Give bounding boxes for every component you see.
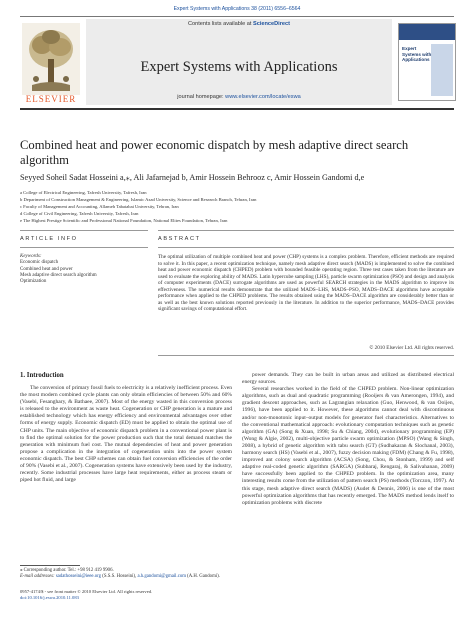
footnote xyxy=(20,568,230,581)
elsevier-wordmark: ELSEVIER xyxy=(25,94,77,104)
email-owner: (S.S.S. Hosseini), xyxy=(102,574,137,580)
keyword: Optimization xyxy=(20,279,47,285)
journal-citation: Expert Systems with Applications 38 (2011) 6556–6564 xyxy=(173,6,301,12)
body-paragraph: Several researches worked in the field of the CHPED problem. Non-linear optimization algorithms, such as dual and quadratic programming (Rooijers & van Amerongen, 1994), and gradient descent approaches, such as Lagrangian relaxation (Guo, Henwood, & van Ooijen, 1996), have been applied to it. However, these algorithms cannot deal with discontinuous and/or non-monotonic input–output models for generator fuel characteristics. Alternatives to the conventional mathematical approach: evolutionary computation techniques such as genetic algorithm (GA) (Song & Xuan, 1998; Su & Chiang, 2004), evolutionary programming (EP) (Wong & Algie, 2002), multi-objective particle swarm optimization (MPSO) (Wang & Singh, 2008), a hybrid of genetic algorithm with tabu search (GT) (Sudhakaran & Slochanal, 2003), harmony search (HS) (Vasebi et al., 2007), fuzzy decision making (FDM) (Chang & Fu, 1998), improved ant colony search algorithm (ACSA) (Song, Chou, & Stonham, 1999) and self adaptive real-coded genetic algorithm (SARGA) (Subbaraj, Rengaraj, & Salivahanan, 2009) have successfully been applied to the CHPED problem. In the optimization area, many interesting results come from the utilization of pattern search (PS) methods (Torczon, 1997). At this stage, mesh adaptive direct search (MADS) (Audet & Dennis, 2006) is one of the most powerful optimization algorithms that has recently emerged. The MADS method lends itself to optimization problems with discrete xyxy=(242,386,454,506)
keywords-block xyxy=(20,254,148,285)
corresponding-author-note: ⁎ Corresponding author. Tel.: +98 912 419 9906. xyxy=(20,568,114,573)
affiliation-a: a College of Electrical Engineering, Tafresh University, Tafresh, Iran xyxy=(20,190,147,195)
abstract-rule-top xyxy=(158,230,454,231)
email-line xyxy=(20,574,230,580)
keyword: Mesh adaptive direct search algorithm xyxy=(20,272,97,278)
homepage-link[interactable]: www.elsevier.com/locate/eswa xyxy=(225,94,301,100)
abstract-bottom-rule xyxy=(158,355,454,356)
cover-band xyxy=(399,24,455,40)
article-info-rule xyxy=(20,247,148,248)
homepage-prefix: journal homepage: xyxy=(177,94,224,100)
abstract-rule xyxy=(158,247,454,248)
cover-illustration xyxy=(431,44,453,96)
cover-title: Expert Systems with Applications xyxy=(402,46,432,63)
affiliation-e: e The Highest Prestige Scientific and Professional National Foundation, National Elites Foundation, Tehran, Iran xyxy=(20,218,228,224)
abstract-copyright: © 2010 Elsevier Ltd. All rights reserved. xyxy=(369,345,454,351)
paper-title: Combined heat and power economic dispatch by mesh adaptive direct search algorithm xyxy=(20,138,409,167)
contents-line xyxy=(86,21,392,27)
author-list: Seyyed Soheil Sadat Hosseini a,⁎, Ali Jafarnejad b, Amir Hossein Behrooz c, Amir Hossein Gandomi d,e xyxy=(20,173,365,182)
abstract-heading: ABSTRACT xyxy=(158,236,201,242)
affiliation-b: b Department of Construction Management & Engineering, Islamic Azad University, Science and Research Branch, Tehran, Iran xyxy=(20,197,257,203)
body-column-left: The conversion of primary fossil fuels to electricity is a relatively inefficient process. Even the most modern combined cycle plants can only obtain efficiencies of between 50% and 60% (Vasebi, Fesanghary, & Bathaee, 2007). Most of the energy wasted in this conversion process is released to the environment as waste heat. Cogeneration or CHP generation is a mature and established technology which has energy efficiency and environmental advantages over other forms of energy supply. Economic dispatch (ED) must be applied to obtain the optimal use of CHP units. The main objective of economic dispatch problem in a conventional power plant is to find the optimal solution for the power production such that the total demand matches the generation with minimum fuel cost. The mutual dependencies of heat and power generation propose a complication in the integration of cogeneration units into the power system economic dispatch. The best CHP schemes can obtain fuel conversion efficiencies of the order of 90% (Vasebi et al., 2007). Cogeneration systems have extensively been used by the industry, recently. Some industrial processes have large heat requirements, either as process steam or piped hot fluid, and large xyxy=(20,385,232,484)
email-link[interactable]: sadathosseini@ieee.org xyxy=(55,574,102,580)
sciencedirect-link[interactable]: ScienceDirect xyxy=(252,21,290,27)
body-column-right xyxy=(242,372,454,507)
email-prefix: E-mail addresses: xyxy=(20,574,55,580)
doi-link[interactable]: doi:10.1016/j.eswa.2010.11.083 xyxy=(20,595,79,601)
footnote-rule xyxy=(20,565,80,566)
article-info-heading: ARTICLE INFO xyxy=(20,236,78,242)
article-info-rule-top xyxy=(20,230,148,231)
abstract-text: The optimal utilization of multiple combined heat and power (CHP) systems is a complex problem. Therefore, efficient methods are required to solve it. In this paper, a recent optimization technique, namely mesh adaptive direct search (MADS) is implemented to solve the combined heat and power economic dispatch (CHPED) problem with bounded feasible operating region. Three test cases taken from the literature are used to evaluate the exploring ability of MADS. Latin hypercube sampling (LHS), particle swarm optimization (PSO) and design and analysis of computer experiments (DACE) surrogate algorithms are used as powerful SEARCH strategies in the MADS algorithm to improve its effectiveness. The numerical results demonstrate that the utilized MADS–LHS, MADS–PSO, MADS–DACE algorithms have acceptable performance when applied to the CHPED problems. The results obtained using the MADS–DACE algorithm are considerably better than or as well as the best known solutions reported previously in the literature. In addition to the superior performance, MADS–DACE provides significant savings of computational effort. xyxy=(158,254,454,313)
article-meta xyxy=(20,589,280,601)
affiliation-c: c Faculty of Management and Accounting, Allameh Tabatabai University, Tehran, Iran xyxy=(20,204,179,210)
journal-title: Expert Systems with Applications xyxy=(140,59,338,75)
affiliations xyxy=(20,189,460,224)
keywords-heading: Keywords: xyxy=(20,254,42,259)
affiliation-d: d College of Civil Engineering, Tafresh University, Tafresh, Iran xyxy=(20,211,139,217)
issn-line: 0957-4174/$ - see front matter © 2010 Elsevier Ltd. All rights reserved. xyxy=(20,589,153,594)
email-link[interactable]: a.h.gandomi@gmail.com xyxy=(137,574,186,580)
journal-cover-thumbnail xyxy=(398,23,456,101)
keyword: Combined heat and power xyxy=(20,266,73,272)
header-bottom-rule xyxy=(20,108,454,110)
section-heading-introduction: 1. Introduction xyxy=(20,372,64,379)
body-paragraph: power demands. They can be built in urban areas and utilized as distributed electrical energy sources. xyxy=(242,372,454,386)
email-owner: (A.H. Gandomi). xyxy=(187,574,220,580)
header-top-rule xyxy=(20,16,454,17)
keyword: Economic dispatch xyxy=(20,260,59,266)
contents-prefix: Contents lists available at xyxy=(187,21,252,27)
journal-homepage xyxy=(86,94,392,100)
elsevier-tree-logo xyxy=(22,23,80,95)
